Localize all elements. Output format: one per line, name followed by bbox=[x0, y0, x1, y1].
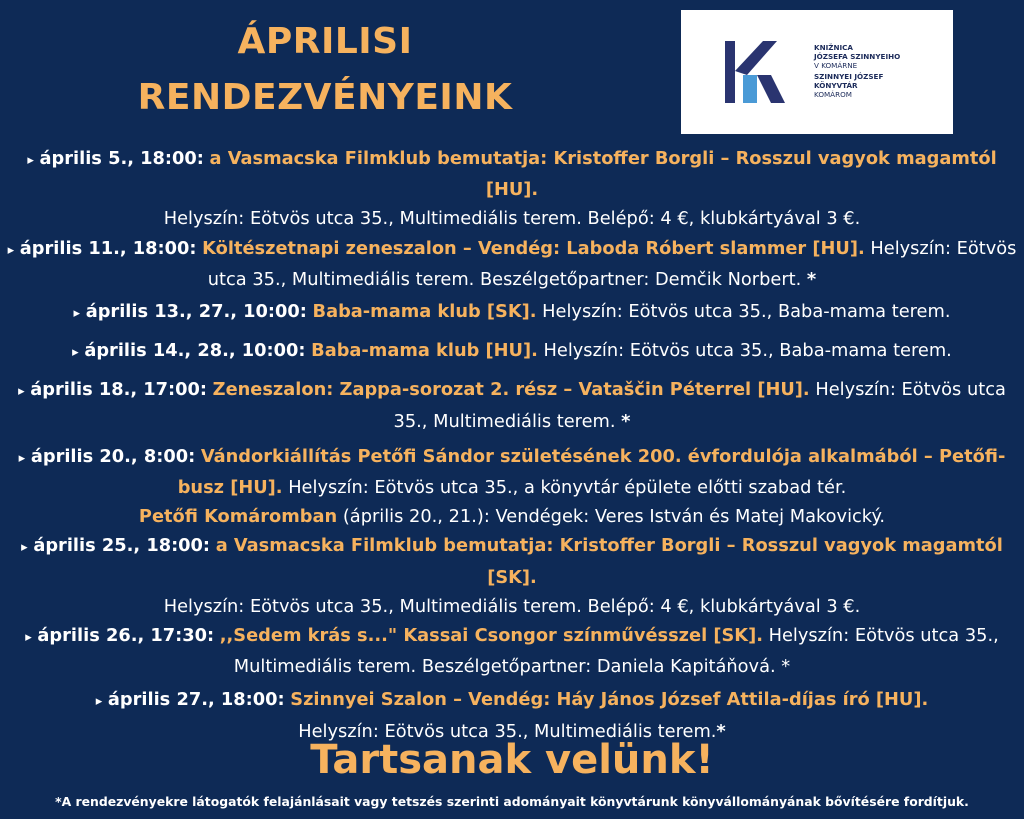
event-item bbox=[0, 375, 1024, 435]
events-list bbox=[0, 144, 1024, 746]
event-date: április 18., 17:00: bbox=[30, 379, 208, 401]
event-star: * bbox=[621, 410, 631, 432]
event-date: április 26., 17:30: bbox=[37, 625, 215, 647]
logo-line-3: V KOMÁRNE bbox=[814, 61, 858, 70]
event-details: Helyszín: Eötvös utca 35., Multimediális terem. Beszélgetőpartner: Demčik Norbert. bbox=[207, 237, 1017, 290]
bullet-icon: ▸ bbox=[21, 540, 28, 556]
bullet-icon: ▸ bbox=[72, 345, 79, 361]
logo-line-2: JÓZSEFA SZINNYEIHO bbox=[814, 52, 901, 61]
event-details: Helyszín: Eötvös utca 35., Multimediális terem. Belépő: 4 €, klubkártyával 3 €. bbox=[163, 208, 861, 230]
event-details: Helyszín: Eötvös utca 35., Multimediális terem. bbox=[298, 720, 717, 742]
event-name: Zeneszalon: Zappa-sorozat 2. rész – Vataščin Péterrel [HU]. bbox=[212, 379, 810, 401]
logo-line-1: KNIŽNICA bbox=[814, 43, 853, 52]
event-name: ,,Sedem krás s..." Kassai Csongor színművésszel [SK]. bbox=[219, 625, 763, 647]
logo-text bbox=[814, 43, 944, 99]
event-date: április 11., 18:00: bbox=[19, 237, 197, 259]
bullet-icon: ▸ bbox=[27, 153, 34, 168]
title-line-2: RENDEZVÉNYEINK bbox=[137, 77, 513, 118]
event-item bbox=[0, 621, 1024, 681]
bullet-icon: ▸ bbox=[18, 384, 25, 400]
call-to-action: Tartsanak velünk! bbox=[310, 737, 714, 783]
library-k-logo-icon bbox=[725, 41, 801, 103]
event-details: Helyszín: Eötvös utca 35., Multimediális terem. bbox=[393, 379, 1006, 432]
event-details: Helyszín: Eötvös utca 35., Multimediális terem. Belépő: 4 €, klubkártyával 3 €. bbox=[163, 595, 861, 617]
event-date: április 5., 18:00: bbox=[39, 148, 204, 169]
event-details-2: (április 20., 21.): Vendégek: Veres István és Matej Makovický. bbox=[342, 506, 886, 528]
event-name: Baba-mama klub [SK]. bbox=[312, 301, 537, 323]
event-details: Helyszín: Eötvös utca 35., a könyvtár épülete előtti szabad tér. bbox=[288, 477, 847, 499]
event-item bbox=[0, 144, 1024, 234]
bullet-icon: ▸ bbox=[95, 694, 103, 710]
event-item bbox=[0, 297, 1024, 328]
bullet-icon: ▸ bbox=[7, 242, 15, 258]
logo-line-4: SZINNYEI JÓZSEF bbox=[814, 72, 884, 81]
event-name: Vándorkiállítás Petőfi Sándor születésének 200. évfordulója alkalmából – Petőfi-busz [HU]. bbox=[177, 445, 1006, 499]
footnote: *A rendezvényekre látogatók felajánlásait vagy tetszés szerinti adományait könyvtárunk könyvállományának bővítésére fordítjuk. bbox=[55, 794, 969, 809]
bullet-icon: ▸ bbox=[18, 450, 26, 466]
page-title bbox=[60, 14, 590, 126]
logo-line-5: KÖNYVTÁR bbox=[814, 81, 858, 90]
event-details: Helyszín: Eötvös utca 35., Baba-mama terem. bbox=[542, 301, 951, 323]
event-star: * bbox=[781, 656, 791, 678]
event-date: április 20., 8:00: bbox=[30, 445, 196, 467]
event-name: Szinnyei Szalon – Vendég: Háy János József Attila-díjas író [HU]. bbox=[290, 689, 929, 711]
event-details: Helyszín: Eötvös utca 35., Baba-mama terem. bbox=[543, 340, 952, 362]
event-item bbox=[0, 442, 1024, 532]
logo-line-6: KOMÁROM bbox=[814, 90, 852, 99]
event-details: Helyszín: Eötvös utca 35., Multimediális terem. Beszélgetőpartner: Daniela Kapitáňová. bbox=[233, 625, 999, 678]
library-logo bbox=[681, 10, 953, 134]
title-line-1: ÁPRILISI bbox=[237, 21, 413, 62]
event-date: április 14., 28., 10:00: bbox=[84, 340, 306, 362]
event-name: Baba-mama klub [HU]. bbox=[311, 340, 538, 362]
event-item bbox=[0, 336, 1024, 367]
event-star: * bbox=[806, 268, 817, 290]
event-name: a Vasmacska Filmklub bemutatja: Kristoffer Borgli – Rosszul vagyok magamtól [HU]. bbox=[209, 148, 997, 201]
event-name: a Vasmacska Filmklub bemutatja: Kristoffer Borgli – Rosszul vagyok magamtól [SK]. bbox=[215, 535, 1003, 588]
event-date: április 13., 27., 10:00: bbox=[85, 301, 307, 323]
event-date: április 25., 18:00: bbox=[33, 535, 211, 557]
event-item bbox=[0, 531, 1024, 621]
event-star: * bbox=[716, 720, 726, 742]
bullet-icon: ▸ bbox=[73, 306, 81, 322]
event-subtitle: Petőfi Komáromban bbox=[138, 506, 338, 528]
bullet-icon: ▸ bbox=[25, 630, 32, 646]
event-item bbox=[0, 234, 1024, 294]
event-date: április 27., 18:00: bbox=[107, 689, 285, 711]
event-name: Költészetnapi zeneszalon – Vendég: Laboda Róbert slammer [HU]. bbox=[202, 237, 865, 259]
